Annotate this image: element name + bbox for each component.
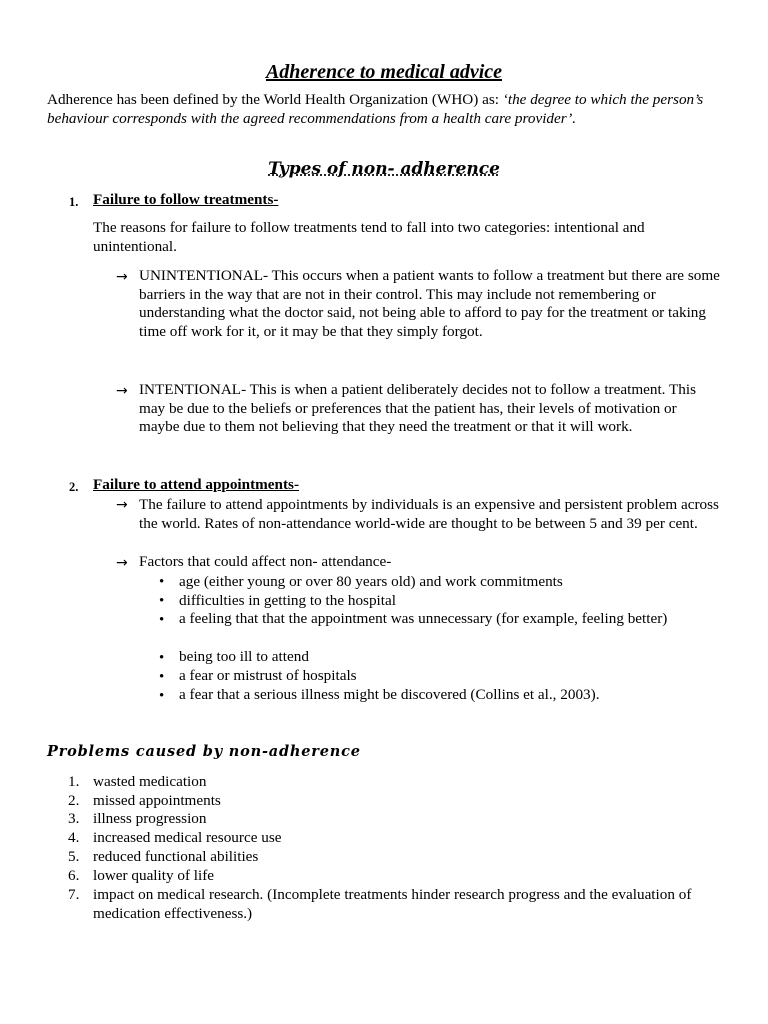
- bullet-icon: •: [159, 669, 165, 685]
- arrow-icon: →: [116, 555, 128, 571]
- unintentional-item: UNINTENTIONAL- This occurs when a patient wants to follow a treatment but there are some barriers in the way that are not in their control. This may include not remembering or understanding what the doctor said, not being able to afford to pay for the treatment or taking time off work for it, or it may be that they simply forgot.: [139, 267, 720, 340]
- arrow-icon: →: [116, 383, 128, 399]
- problem-number: 1.: [68, 773, 80, 790]
- bullet-icon: •: [159, 612, 165, 628]
- problem-item: increased medical resource use: [93, 829, 282, 846]
- problem-number: 7.: [68, 886, 80, 903]
- section-1-heading: Failure to follow treatments-: [93, 191, 279, 208]
- problem-item: illness progression: [93, 810, 207, 827]
- factors-item: Factors that could affect non- attendance-: [139, 553, 392, 570]
- types-heading: Types of non- adherence: [268, 159, 500, 179]
- problems-heading: Problems caused by non-adherence: [47, 743, 361, 760]
- intentional-item: INTENTIONAL- This is when a patient deliberately decides not to follow a treatment. This may be due to the beliefs or preferences that the patient has, their levels of motivation or maybe due to them not believing that they need the treatment or that it will work.: [139, 381, 697, 436]
- problem-item: impact on medical research. (Incomplete treatments hinder research progress and the evaluation of medication effectiveness.): [93, 886, 692, 922]
- section-2-heading: Failure to attend appointments-: [93, 476, 300, 493]
- intro-lead: Adherence has been defined by the World Health Organization (WHO) as:: [47, 91, 503, 108]
- factor-list-item: a fear that a serious illness might be discovered (Collins et al., 2003).: [179, 686, 600, 703]
- section-1-intro: The reasons for failure to follow treatments tend to fall into two categories: intentional and unintentional.: [93, 219, 645, 255]
- page-title: Adherence to medical advice: [265, 61, 503, 83]
- arrow-icon: →: [116, 269, 128, 285]
- factor-list-item: a feeling that that the appointment was unnecessary (for example, feeling better): [179, 610, 668, 627]
- problem-number: 5.: [68, 848, 80, 865]
- problem-number: 3.: [68, 810, 80, 827]
- section-2-number: 2.: [69, 480, 79, 494]
- problem-number: 2.: [68, 792, 80, 809]
- who-definition-quote: ‘the degree to which the person’s behaviour corresponds with the agreed recommendations from a health care provider’.: [47, 91, 704, 127]
- section-1-number: 1.: [69, 195, 79, 209]
- bullet-icon: •: [159, 688, 165, 704]
- factor-list-item: age (either young or over 80 years old) and work commitments: [179, 573, 563, 590]
- bullet-icon: •: [159, 574, 165, 590]
- problem-number: 4.: [68, 829, 80, 846]
- problem-item: lower quality of life: [93, 867, 215, 884]
- problem-item: reduced functional abilities: [93, 848, 259, 865]
- arrow-icon: →: [116, 497, 128, 513]
- bullet-icon: •: [159, 650, 165, 666]
- attendance-cost-item: The failure to attend appointments by individuals is an expensive and persistent problem across the world. Rates of non-attendance world-wide are thought to be between 5 and 39 per cent.: [139, 496, 719, 532]
- intro-paragraph: [47, 91, 727, 128]
- bullet-icon: •: [159, 593, 165, 609]
- factor-list-item: being too ill to attend: [179, 648, 309, 665]
- problem-number: 6.: [68, 867, 80, 884]
- problem-item: wasted medication: [93, 773, 207, 790]
- factor-list-item: difficulties in getting to the hospital: [179, 592, 396, 609]
- factor-list-item: a fear or mistrust of hospitals: [179, 667, 357, 684]
- problem-item: missed appointments: [93, 792, 221, 809]
